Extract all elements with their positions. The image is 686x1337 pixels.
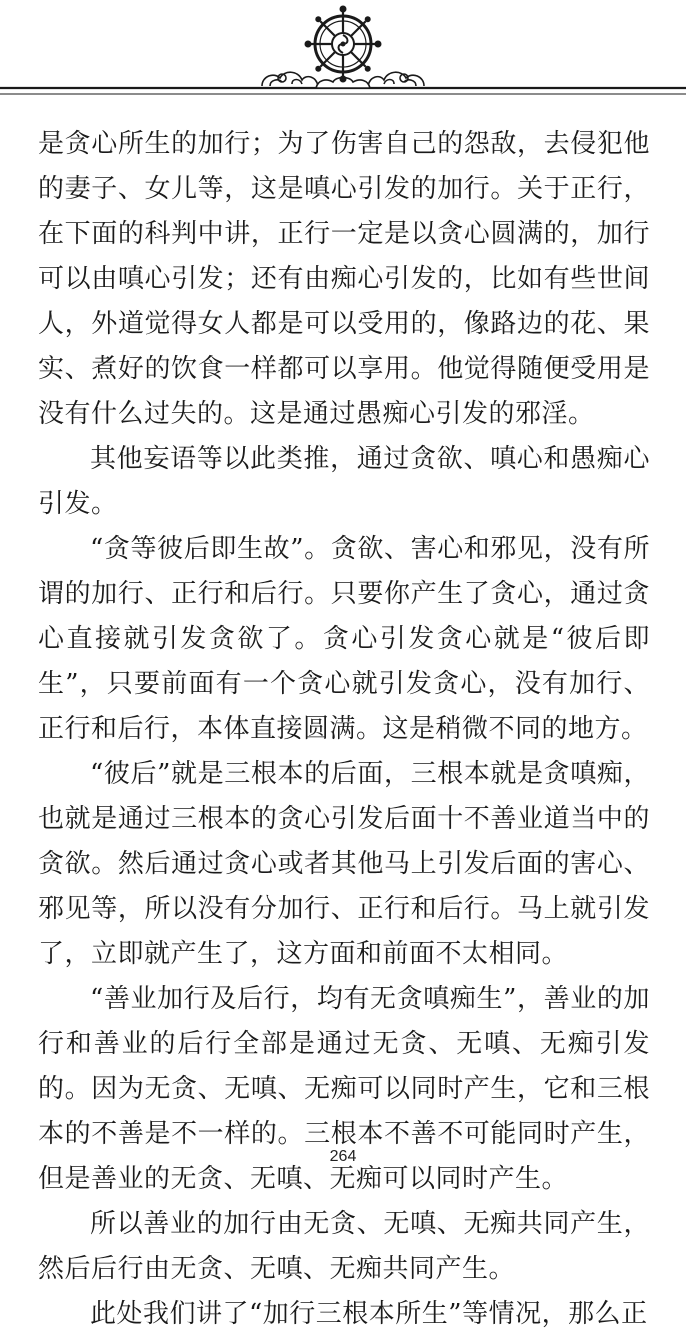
paragraph-4: “彼后”就是三根本的后面，三根本就是贪嗔痴，也就是通过三根本的贪心引发后面十不善业道当中的贪欲。然后通过贪心或者其他马上引发后面的害心、邪见等，所以没有分加行、正行和后行。马上就引发了，立即就产生了，这方面和前面不太相同。 [38, 759, 650, 969]
paragraph-3: “贪等彼后即生故”。贪欲、害心和邪见，没有所谓的加行、正行和后行。只要你产生了贪心，通过贪心直接就引发贪欲了。贪心引发贪心就是“彼后即生”，只要前面有一个贪心就引发贪心，没有加行、正行和后行，本体直接圆满。这是稍微不同的地方。 [38, 534, 650, 744]
paragraph-5: “善业加行及后行，均有无贪嗔痴生”，善业的加行和善业的后行全部是通过无贪、无嗔、无痴引发的。因为无贪、无嗔、无痴可以同时产生，它和三根本的不善是不一样的。三根本不善不可能同时产生，但是善业的无贪、无嗔、无痴可以同时产生。 [38, 984, 650, 1194]
dharma-wheel-ornament-icon [0, 0, 686, 110]
page-number: 264 [329, 1148, 357, 1165]
paragraph-7: 此处我们讲了“加行三根本所生”等情况，那么正 [90, 1299, 648, 1329]
paragraph-1: 是贪心所生的加行；为了伤害自己的怨敌，去侵犯他的妻子、女儿等，这是嗔心引发的加行。关于正行，在下面的科判中讲，正行一定是以贪心圆满的，加行可以由嗔心引发；还有由痴心引发的，比如有些世间人，外道觉得女人都是可以受用的，像路边的花、果实、煮好的饮食一样都可以享用。他觉得随便受用是没有什么过失的。这是通过愚痴心引发的邪淫。 [38, 129, 650, 429]
paragraph-6: 所以善业的加行由无贪、无嗔、无痴共同产生，然后后行由无贪、无嗔、无痴共同产生。 [38, 1209, 650, 1284]
paragraph-2: 其他妄语等以此类推，通过贪欲、嗔心和愚痴心引发。 [38, 444, 650, 519]
page-header [0, 0, 686, 110]
